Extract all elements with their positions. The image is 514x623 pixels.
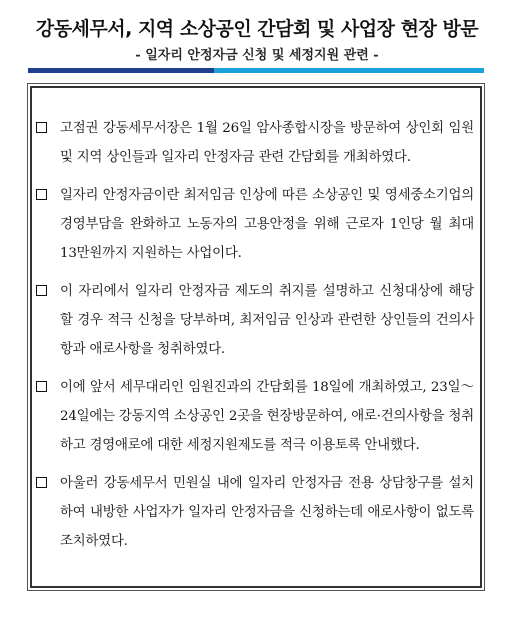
list-item-text: 일자리 안정자금이란 최저임금 인상에 따른 소상공인 및 영세중소기업의 경영부담을 완화하고 노동자의 고용안정을 위해 근로자 1인당 월 최대 13만원까지 지원하는 사업이다. (60, 188, 474, 261)
list-item (34, 277, 474, 364)
checkbox-square-icon (36, 122, 47, 133)
list-item-text: 이 자리에서 일자리 안정자금 제도의 취지를 설명하고 신청대상에 해당할 경우 적극 신청을 당부하며, 최저임금 인상과 관련한 상인들의 건의사항과 애로사항을 청취하였다. (60, 284, 474, 357)
list-item-text: 고점권 강동세무서장은 1월 26일 암사종합시장을 방문하여 상인회 임원 및 지역 상인들과 일자리 안정자금 관련 간담회를 개최하였다. (60, 121, 474, 165)
page-title: 강동세무서, 지역 소상공인 간담회 및 사업장 현장 방문 (35, 18, 479, 40)
header-rule-cyan (214, 68, 484, 73)
list-item (34, 114, 474, 172)
checkbox-square-icon (36, 477, 47, 488)
list-item (34, 469, 474, 556)
content-list (34, 114, 474, 565)
checkbox-square-icon (36, 285, 47, 296)
page-subtitle: - 일자리 안정자금 신청 및 세정지원 관련 - (135, 48, 379, 63)
list-item (34, 181, 474, 268)
header-rule-navy (28, 68, 214, 73)
checkbox-square-icon (36, 381, 47, 392)
checkbox-square-icon (36, 189, 47, 200)
list-item-text: 이에 앞서 세무대리인 임원진과의 간담회를 18일에 개최하였고, 23일～24일에는 강동지역 소상공인 2곳을 현장방문하여, 애로·건의사항을 청취하고 경영애로에 대한 세정지원제도를 적극 이용토록 안내했다. (60, 380, 474, 453)
list-item (34, 373, 474, 460)
header-rule (28, 68, 484, 73)
list-item-text: 아울러 강동세무서 민원실 내에 일자리 안정자금 전용 상담창구를 설치하여 내방한 사업자가 일자리 안정자금을 신청하는데 애로사항이 없도록 조치하였다. (60, 476, 474, 549)
